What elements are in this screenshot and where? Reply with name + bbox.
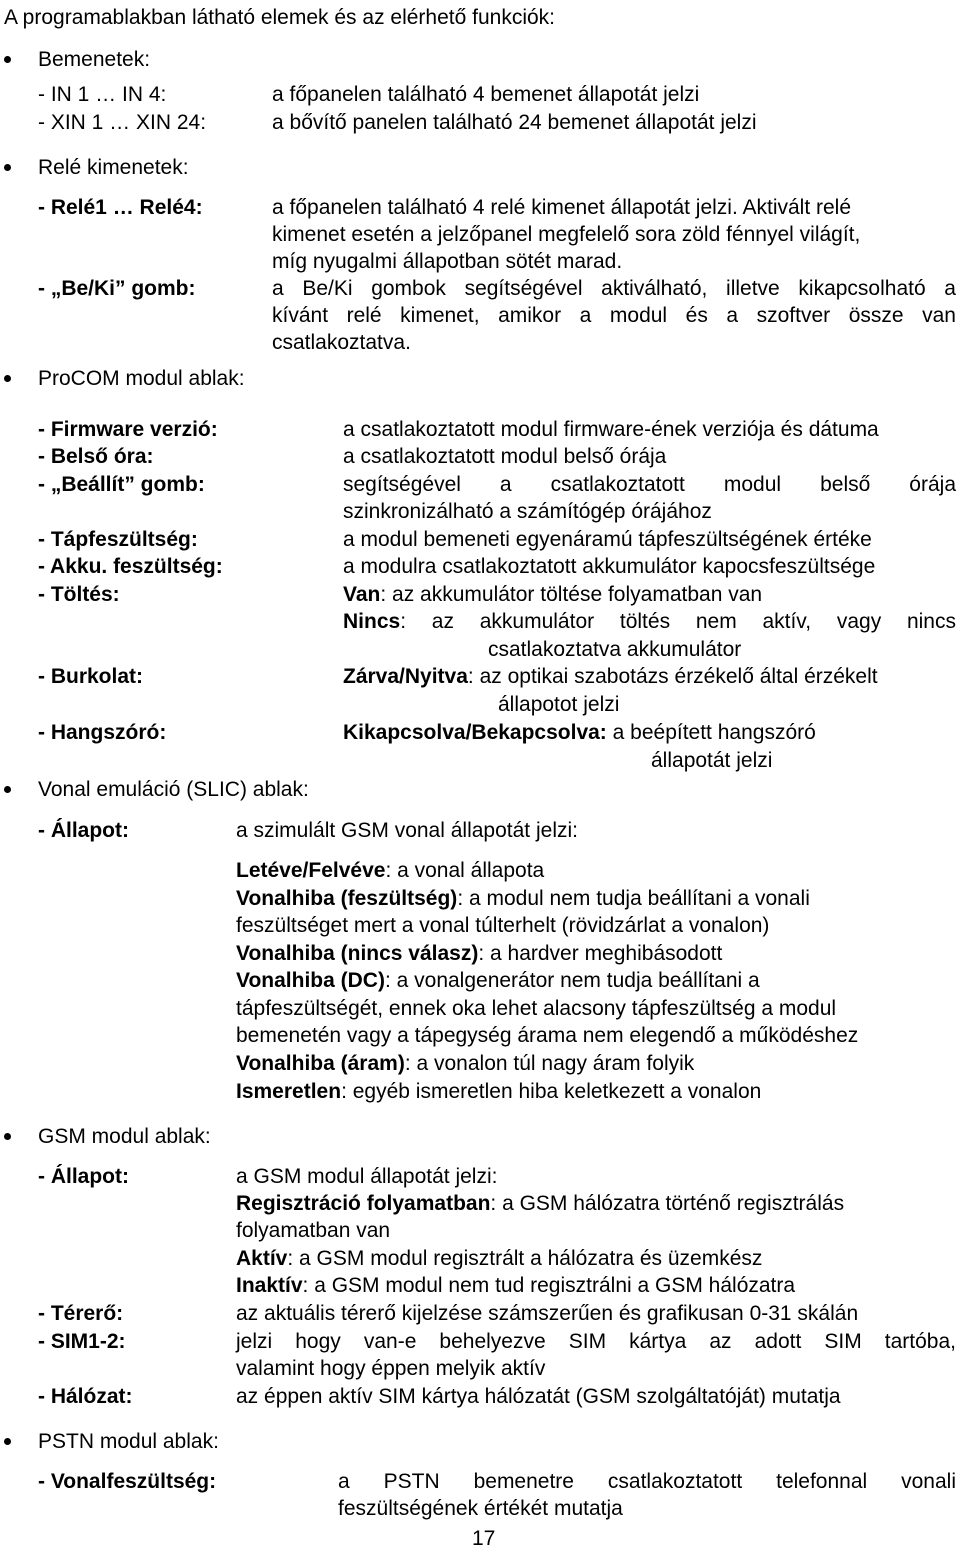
hang-text: a beépített hangszóró <box>606 721 816 744</box>
toltes-van-term: Van <box>343 583 381 606</box>
desc-vonalfesz-2: feszültségének értékét mutatja <box>338 1497 623 1520</box>
gsm-inaktiv-term: Inaktív <box>236 1274 303 1297</box>
desc-slic-allapot: a szimulált GSM vonal állapotát jelzi: <box>236 819 578 842</box>
slic-term-2: Vonalhiba (feszültség) <box>236 887 458 910</box>
label-gsm-allapot: - Állapot: <box>38 1165 129 1188</box>
desc-in: a főpanelen található 4 bemenet állapotát jelzi <box>272 83 700 106</box>
slic-text-8: : a vonalon túl nagy áram folyik <box>404 1052 695 1075</box>
slic-line-8 <box>236 1050 694 1077</box>
gsm-inaktiv-text: : a GSM modul nem tud regisztrálni a GSM hálózatra <box>302 1274 796 1297</box>
label-toltes: - Töltés: <box>38 583 120 606</box>
desc-burkolat-2: állapotot jelzi <box>498 693 620 716</box>
slic-text-5: : a vonalgenerátor nem tudja beállítani a <box>384 969 760 992</box>
slic-term-1: Letéve/Felvéve <box>236 859 386 882</box>
desc-beallit-1: segítségével a csatlakoztatott modul belső órája <box>343 473 956 496</box>
desc-toltes-nincs-2: csatlakoztatva akkumulátor <box>488 638 742 661</box>
slic-line-7: bemenetén vagy a tápegység árama nem elegendő a működéshez <box>236 1024 859 1047</box>
section-heading-slic: Vonal emuláció (SLIC) ablak: <box>38 778 309 801</box>
desc-gsm-allapot: a GSM modul állapotát jelzi: <box>236 1165 498 1188</box>
desc-xin: a bővítő panelen található 24 bemenet állapotát jelzi <box>272 111 757 134</box>
label-xin: - XIN 1 … XIN 24: <box>38 111 207 134</box>
desc-terero: az aktuális térerő kijelzése számszerűen és grafikusan 0-31 skálán <box>236 1302 859 1325</box>
desc-vonalfesz-1: a PSTN bemenetre csatlakoztatott telefonnal vonali <box>338 1470 956 1493</box>
desc-beki-1: a Be/Ki gombok segítségével aktiválható, illetve kikapcsolható a <box>272 277 956 300</box>
desc-halozat: az éppen aktív SIM kártya hálózatát (GSM szolgáltatóját) mutatja <box>236 1385 841 1408</box>
gsm-aktiv-term: Aktív <box>236 1247 288 1270</box>
desc-rele-1: a főpanelen található 4 relé kimenet állapotát jelzi. Aktivált relé <box>272 196 852 219</box>
desc-sim-2: valamint hogy éppen melyik aktív <box>236 1357 546 1380</box>
label-rele: - Relé1 … Relé4: <box>38 196 203 219</box>
label-terero: - Térerő: <box>38 1302 124 1325</box>
gsm-reg-text: : a GSM hálózatra történő regisztrálás <box>490 1192 845 1215</box>
section-heading-pstn: PSTN modul ablak: <box>38 1430 219 1453</box>
section-heading-procom: ProCOM modul ablak: <box>38 367 245 390</box>
desc-beki-3: csatlakoztatva. <box>272 331 411 354</box>
slic-text-1: : a vonal állapota <box>385 859 545 882</box>
desc-hang <box>343 719 816 746</box>
toltes-nincs-term: Nincs <box>343 610 401 633</box>
desc-rele-3: míg nyugalmi állapotban sötét marad. <box>272 250 623 273</box>
label-burkolat: - Burkolat: <box>38 665 143 688</box>
slic-term-4: Vonalhiba (nincs válasz) <box>236 942 479 965</box>
bullet-icon <box>4 375 11 382</box>
intro-text: A programablakban látható elemek és az elérhető funkciók: <box>4 6 555 29</box>
label-tap: - Tápfeszültség: <box>38 528 198 551</box>
label-hang: - Hangszóró: <box>38 721 167 744</box>
slic-text-4: : a hardver meghibásodott <box>478 942 723 965</box>
desc-ora: a csatlakoztatott modul belső órája <box>343 445 667 468</box>
desc-beallit-2: szinkronizálható a számítógép órájához <box>343 500 712 523</box>
desc-rele-2: kimenet esetén a jelzőpanel megfelelő sora zöld fénnyel világít, <box>272 223 861 246</box>
burkolat-text: : az optikai szabotázs érzékelő által érzékelt <box>467 665 878 688</box>
section-heading-gsm: GSM modul ablak: <box>38 1125 211 1148</box>
bullet-icon <box>4 1133 11 1140</box>
section-heading-rele: Relé kimenetek: <box>38 156 189 179</box>
label-in: - IN 1 … IN 4: <box>38 83 167 106</box>
slic-line-3: feszültséget mert a vonal túlterhelt (rövidzárlat a vonalon) <box>236 914 770 937</box>
desc-burkolat <box>343 663 878 690</box>
desc-akku: a modulra csatlakoztatott akkumulátor kapocsfeszültsége <box>343 555 876 578</box>
gsm-aktiv-line <box>236 1245 762 1272</box>
bullet-icon <box>4 56 11 63</box>
section-heading-bemenetek: Bemenetek: <box>38 48 151 71</box>
slic-line-5 <box>236 967 760 994</box>
slic-term-8: Vonalhiba (áram) <box>236 1052 405 1075</box>
desc-toltes-van <box>343 581 762 608</box>
gsm-reg-line-2: folyamatban van <box>236 1219 391 1242</box>
bullet-icon <box>4 1438 11 1445</box>
bullet-icon <box>4 786 11 793</box>
hang-term: Kikapcsolva/Bekapcsolva: <box>343 721 607 744</box>
desc-beki-2: kívánt relé kimenet, amikor a modul és a szoftver össze van <box>272 304 956 327</box>
label-sim: - SIM1-2: <box>38 1330 126 1353</box>
slic-term-9: Ismeretlen <box>236 1080 342 1103</box>
slic-text-9: : egyéb ismeretlen hiba keletkezett a vonalon <box>341 1080 762 1103</box>
label-beallit: - „Beállít” gomb: <box>38 473 205 496</box>
label-firmware: - Firmware verzió: <box>38 418 218 441</box>
bullet-icon <box>4 164 11 171</box>
slic-line-4 <box>236 940 722 967</box>
gsm-inaktiv-line <box>236 1272 795 1299</box>
slic-text-2: : a modul nem tudja beállítani a vonali <box>457 887 810 910</box>
slic-line-1 <box>236 857 544 884</box>
page-number: 17 <box>472 1527 496 1550</box>
gsm-reg-term: Regisztráció folyamatban <box>236 1192 491 1215</box>
desc-tap: a modul bemeneti egyenáramú tápfeszültségének értéke <box>343 528 872 551</box>
slic-line-9 <box>236 1078 761 1105</box>
desc-firmware: a csatlakoztatott modul firmware-ének verziója és dátuma <box>343 418 879 441</box>
slic-line-2 <box>236 885 810 912</box>
label-ora: - Belső óra: <box>38 445 154 468</box>
toltes-nincs-text: : az akkumulátor töltés nem aktív, vagy nincs <box>400 610 956 633</box>
toltes-van-text: : az akkumulátor töltése folyamatban van <box>380 583 763 606</box>
slic-line-6: tápfeszültségét, ennek oka lehet alacsony tápfeszültség a modul <box>236 997 837 1020</box>
label-akku: - Akku. feszültség: <box>38 555 223 578</box>
label-vonalfesz: - Vonalfeszültség: <box>38 1470 217 1493</box>
desc-hang-2: állapotát jelzi <box>651 749 773 772</box>
slic-term-5: Vonalhiba (DC) <box>236 969 385 992</box>
gsm-reg-line <box>236 1190 844 1217</box>
label-halozat: - Hálózat: <box>38 1385 133 1408</box>
gsm-aktiv-text: : a GSM modul regisztrált a hálózatra és üzemkész <box>287 1247 763 1270</box>
label-beki: - „Be/Ki” gomb: <box>38 277 196 300</box>
label-slic-allapot: - Állapot: <box>38 819 129 842</box>
burkolat-term: Zárva/Nyitva <box>343 665 468 688</box>
desc-toltes-nincs <box>343 608 956 635</box>
desc-sim-1: jelzi hogy van-e behelyezve SIM kártya az adott SIM tartóba, <box>236 1330 956 1353</box>
